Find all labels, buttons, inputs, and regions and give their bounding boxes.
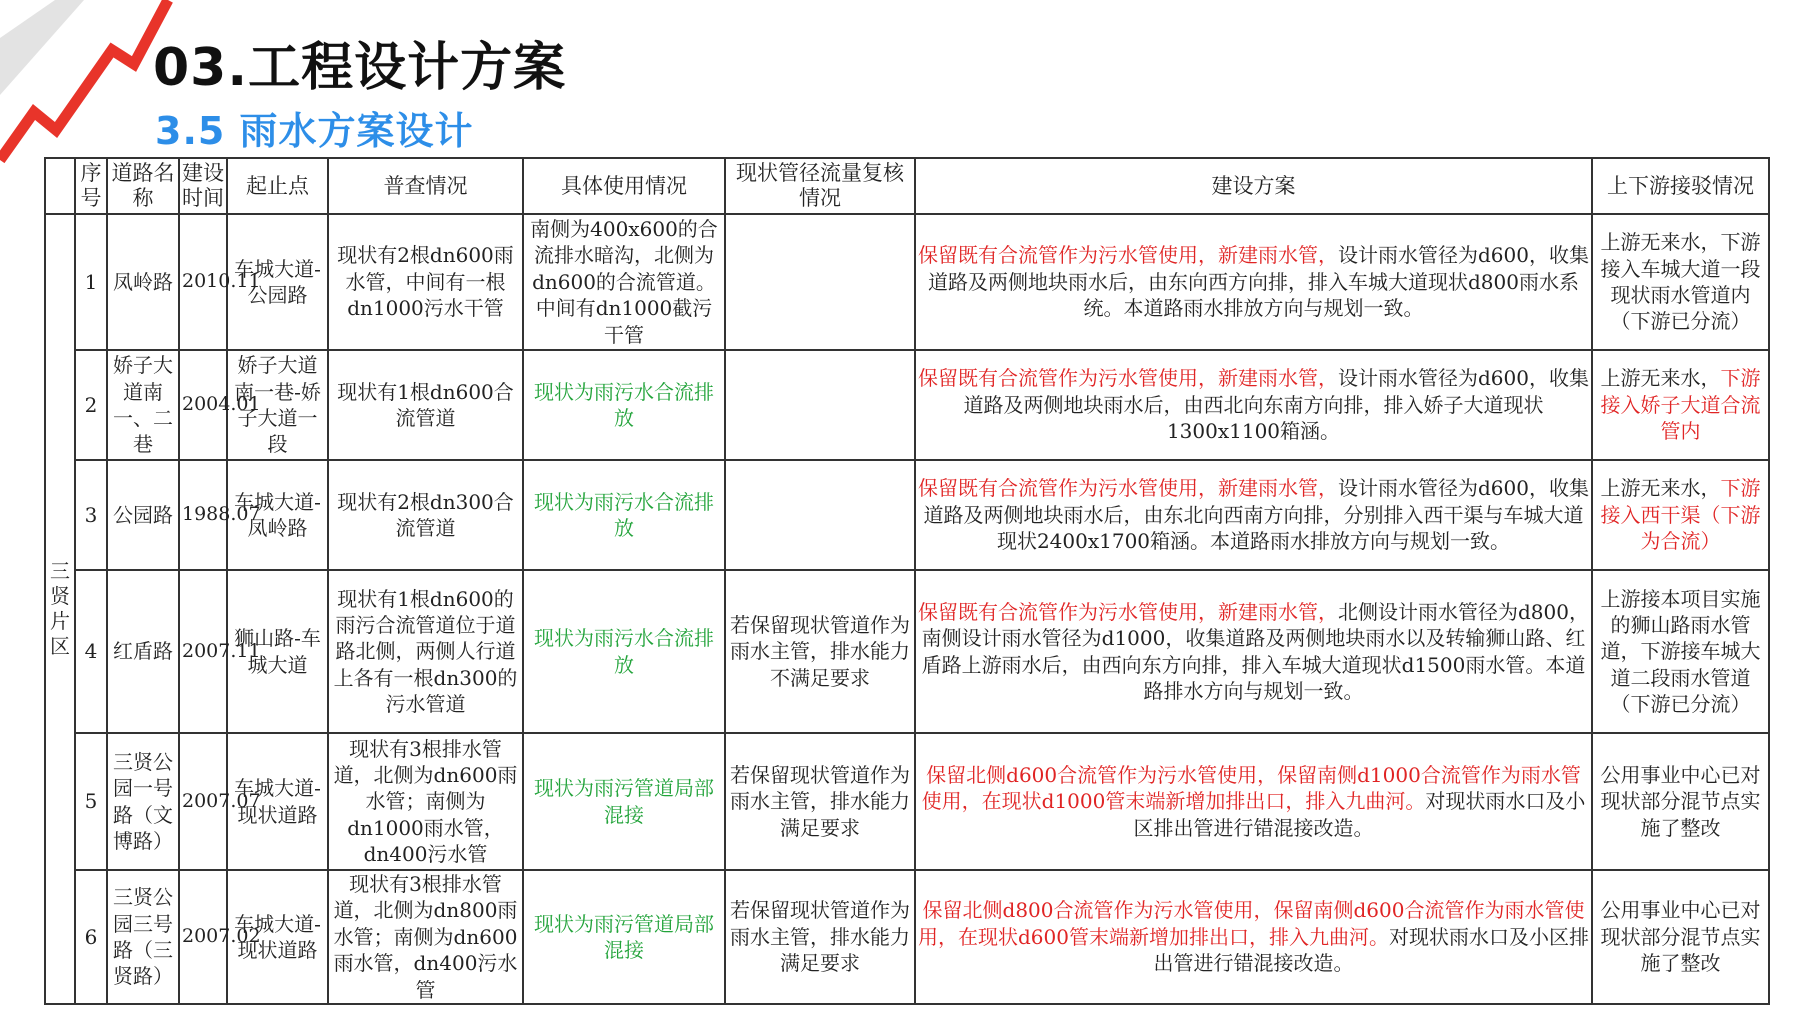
connect-text: 上游无来水，下游接入车城大道一段现状雨水管道内（下游已分流）	[1600, 230, 1761, 334]
connect-cell: 公用事业中心已对现状部分混节点实施了整改	[1592, 870, 1769, 1004]
table-row	[45, 460, 1769, 570]
table-row	[45, 570, 1769, 733]
survey-cell: 现状有3根排水管道，北侧为dn800雨水管；南侧为dn600雨水管，dn400污水管	[328, 870, 523, 1004]
usage-cell: 现状为雨污水合流排放	[523, 570, 725, 733]
usage-cell: 现状为雨污水合流排放	[523, 460, 725, 570]
plan-red-text: 保留既有合流管作为污水管使用，新建雨水管，	[918, 599, 1338, 624]
plan-text: 设计雨水管径为d600，收集道路及两侧地块雨水后，由东向西方向排，排入车城大道现状d800雨水系统。本道路雨水排放方向与规划一致。	[928, 243, 1589, 321]
table-row	[45, 733, 1769, 870]
road-cell: 公园路	[107, 460, 179, 570]
seq-cell: 6	[75, 870, 107, 1004]
endpoints-cell: 车城大道-现状道路	[227, 733, 328, 870]
table-row	[45, 350, 1769, 460]
plan-text: 对现状雨水口及小区排出管进行错混接改造。	[1133, 789, 1586, 840]
survey-cell: 现状有1根dn600的雨污合流管道位于道路北侧，两侧人行道上各有一根dn300的污水管道	[328, 570, 523, 733]
year-cell: 2007.02	[179, 870, 227, 1004]
rainwater-plan-table	[44, 157, 1770, 1005]
connect-red-text: 下游接入娇子大道合流管内	[1600, 366, 1761, 444]
connect-cell	[1592, 460, 1769, 570]
plan-cell	[915, 350, 1592, 460]
survey-cell: 现状有2根dn600雨水管，中间有一根dn1000污水干管	[328, 214, 523, 350]
road-cell: 红盾路	[107, 570, 179, 733]
seq-cell: 4	[75, 570, 107, 733]
seq-cell: 1	[75, 214, 107, 350]
header-blank-cell	[45, 158, 75, 214]
year-cell: 2007.11	[179, 570, 227, 733]
year-cell: 2004.01	[179, 350, 227, 460]
plan-red-text: 保留既有合流管作为污水管使用，新建雨水管，	[918, 366, 1338, 391]
year-cell: 2010.11	[179, 214, 227, 350]
survey-cell: 现状有2根dn300合流管道	[328, 460, 523, 570]
seq-cell: 5	[75, 733, 107, 870]
page-title: 03.工程设计方案	[153, 38, 567, 98]
seq-cell: 2	[75, 350, 107, 460]
header-usage: 具体使用情况	[523, 158, 725, 214]
plan-red-text: 保留北侧d600合流管作为污水管使用，保留南侧d1000合流管作为雨水管使用，在现状d1000管末端新增加排出口，排入九曲河。	[921, 762, 1581, 814]
plan-cell	[915, 570, 1592, 733]
flow-cell	[725, 214, 915, 350]
flow-cell: 若保留现状管道作为雨水主管，排水能力不满足要求	[725, 570, 915, 733]
endpoints-cell: 车城大道-现状道路	[227, 870, 328, 1004]
plan-text: 设计雨水管径为d600，收集道路及两侧地块雨水后，由东北向西南方向排，分别排入西干渠与车城大道现状2400x1700箱涵。本道路雨水排放方向与规划一致。	[923, 476, 1589, 554]
connect-cell: 上游接本项目实施的狮山路雨水管道，下游接车城大道二段雨水管道（下游已分流）	[1592, 570, 1769, 733]
table-header-row	[45, 158, 1769, 214]
plan-red-text: 保留既有合流管作为污水管使用，新建雨水管，	[918, 243, 1338, 268]
road-cell: 娇子大道南一、二巷	[107, 350, 179, 460]
header-connect: 上下游接驳情况	[1592, 158, 1769, 214]
seq-cell: 3	[75, 460, 107, 570]
district-cell: 三贤片区	[45, 214, 75, 1004]
usage-cell: 南侧为400x600的合流排水暗沟，北侧为dn600的合流管道。中间有dn1000截污干管	[523, 214, 725, 350]
header-flow: 现状管径流量复核情况	[725, 158, 915, 214]
plan-red-text: 保留既有合流管作为污水管使用，新建雨水管，	[918, 476, 1338, 501]
connect-cell: 公用事业中心已对现状部分混节点实施了整改	[1592, 733, 1769, 870]
plan-cell	[915, 870, 1592, 1004]
usage-cell: 现状为雨污水合流排放	[523, 350, 725, 460]
flow-cell: 若保留现状管道作为雨水主管，排水能力满足要求	[725, 870, 915, 1004]
plan-red-text: 保留北侧d800合流管作为污水管使用，保留南侧d600合流管作为雨水管使用，在现状d600管末端新增加排出口，排入九曲河。	[918, 898, 1585, 949]
survey-cell: 现状有3根排水管道，北侧为dn600雨水管；南侧为dn1000雨水管，dn400污水管	[328, 733, 523, 870]
header-year: 建设时间	[179, 158, 227, 214]
plan-text: 对现状雨水口及小区排出管进行错混接改造。	[1153, 924, 1589, 976]
flow-cell	[725, 350, 915, 460]
gray-stripe-shape	[0, 0, 84, 95]
year-cell: 1988.07	[179, 460, 227, 570]
plan-text: 北侧设计雨水管径为d800，南侧设计雨水管径为d1000，收集道路及两侧地块雨水以及转输狮山路、红盾路上游雨水后，由西向东方向排，排入车城大道现状d1500雨水管。本道路排水方向与规划一致。	[921, 599, 1589, 703]
connect-text: 上游无来水，	[1600, 366, 1721, 391]
road-cell: 凤岭路	[107, 214, 179, 350]
usage-cell: 现状为雨污管道局部混接	[523, 870, 725, 1004]
section-subtitle: 3.5 雨水方案设计	[155, 109, 474, 153]
plan-cell	[915, 460, 1592, 570]
road-cell: 三贤公园三号路（三贤路）	[107, 870, 179, 1004]
connect-cell	[1592, 214, 1769, 350]
connect-text: 上游无来水，	[1600, 476, 1721, 501]
header-seq: 序号	[75, 158, 107, 214]
plan-cell	[915, 733, 1592, 870]
plan-cell	[915, 214, 1592, 350]
endpoints-cell: 车城大道-凤岭路	[227, 460, 328, 570]
endpoints-cell: 狮山路-车城大道	[227, 570, 328, 733]
road-cell: 三贤公园一号路（文博路）	[107, 733, 179, 870]
table-row	[45, 214, 1769, 350]
flow-cell	[725, 460, 915, 570]
endpoints-cell: 车城大道-公园路	[227, 214, 328, 350]
endpoints-cell: 娇子大道南一巷-娇子大道一段	[227, 350, 328, 460]
year-cell: 2007.07	[179, 733, 227, 870]
table-row	[45, 870, 1769, 1004]
header-plan: 建设方案	[915, 158, 1592, 214]
usage-cell: 现状为雨污管道局部混接	[523, 733, 725, 870]
connect-cell	[1592, 350, 1769, 460]
connect-red-text: 下游接入西干渠（下游为合流）	[1600, 476, 1761, 554]
plan-text: 设计雨水管径为d600，收集道路及两侧地块雨水后，由西北向东南方向排，排入娇子大道现状1300x1100箱涵。	[963, 366, 1589, 444]
header-road: 道路名称	[107, 158, 179, 214]
flow-cell: 若保留现状管道作为雨水主管，排水能力满足要求	[725, 733, 915, 870]
header-survey: 普查情况	[328, 158, 523, 214]
survey-cell: 现状有1根dn600合流管道	[328, 350, 523, 460]
header-endpoints: 起止点	[227, 158, 328, 214]
